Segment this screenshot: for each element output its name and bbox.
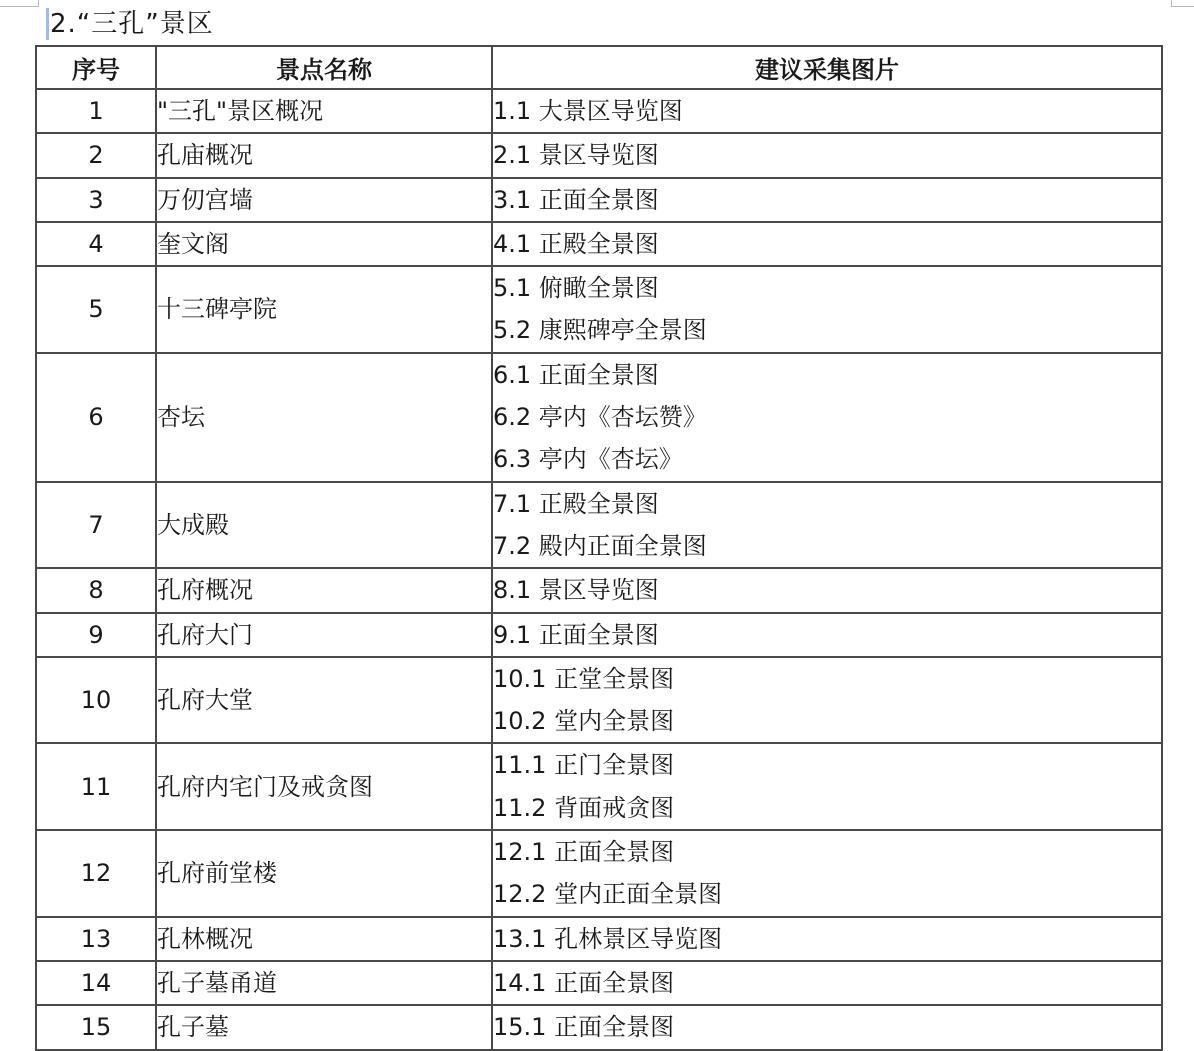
text-cursor — [46, 8, 49, 40]
suggested-photos-cell[interactable] — [492, 266, 1162, 353]
suggested-photos-cell[interactable] — [492, 133, 1162, 177]
row-number[interactable]: 1 — [36, 89, 156, 133]
suggested-photos-cell[interactable] — [492, 1005, 1162, 1049]
spot-name[interactable]: 孔庙概况 — [156, 133, 492, 177]
header-spot-name[interactable]: 景点名称 — [156, 46, 492, 89]
table-body — [36, 89, 1162, 1050]
row-number[interactable]: 5 — [36, 266, 156, 353]
suggested-photo-item: 2.1 景区导览图 — [493, 141, 659, 170]
suggested-photo-item: 10.2 堂内全景图 — [493, 707, 675, 736]
suggested-photo-item: 4.1 正殿全景图 — [493, 229, 659, 258]
table-row — [36, 222, 1162, 266]
spot-name[interactable]: "三孔"景区概况 — [156, 89, 492, 133]
suggested-photo-item: 3.1 正面全景图 — [493, 185, 659, 214]
spot-name[interactable]: 大成殿 — [156, 482, 492, 569]
suggested-photos-cell[interactable] — [492, 613, 1162, 657]
suggested-photo-item: 6.3 亭内《杏坛》 — [493, 445, 683, 474]
spot-name[interactable]: 孔府内宅门及戒贪图 — [156, 743, 492, 830]
suggested-photos-cell[interactable] — [492, 568, 1162, 612]
suggested-photos-cell[interactable] — [492, 353, 1162, 482]
table-header-row — [36, 46, 1162, 89]
spot-name[interactable]: 孔林概况 — [156, 917, 492, 961]
table-row — [36, 178, 1162, 222]
suggested-photos-cell[interactable] — [492, 830, 1162, 917]
spot-name[interactable]: 万仞宫墙 — [156, 178, 492, 222]
row-number[interactable]: 7 — [36, 482, 156, 569]
suggested-photo-item: 15.1 正面全景图 — [493, 1013, 675, 1042]
spot-name[interactable]: 孔子墓 — [156, 1005, 492, 1049]
suggested-photo-item: 10.1 正堂全景图 — [493, 664, 675, 693]
page-corner-mark-right — [1171, 0, 1194, 7]
suggested-photos-cell[interactable] — [492, 482, 1162, 569]
table-row — [36, 266, 1162, 353]
suggested-photo-item: 9.1 正面全景图 — [493, 620, 659, 649]
table-row — [36, 917, 1162, 961]
row-number[interactable]: 15 — [36, 1005, 156, 1049]
scenic-spots-table — [35, 45, 1163, 1051]
table-header — [36, 46, 1162, 89]
spot-name[interactable]: 孔府大门 — [156, 613, 492, 657]
table-row — [36, 482, 1162, 569]
suggested-photo-item: 6.1 正面全景图 — [493, 360, 659, 389]
table-row — [36, 353, 1162, 482]
row-number[interactable]: 3 — [36, 178, 156, 222]
suggested-photo-item: 7.1 正殿全景图 — [493, 489, 659, 518]
spot-name[interactable]: 孔府前堂楼 — [156, 830, 492, 917]
suggested-photo-item: 7.2 殿内正面全景图 — [493, 531, 707, 560]
suggested-photos-cell[interactable] — [492, 89, 1162, 133]
spot-name[interactable]: 孔子墓甬道 — [156, 961, 492, 1005]
row-number[interactable]: 2 — [36, 133, 156, 177]
suggested-photos-cell[interactable] — [492, 657, 1162, 744]
row-number[interactable]: 14 — [36, 961, 156, 1005]
suggested-photo-item: 5.2 康熙碑亭全景图 — [493, 316, 707, 345]
header-number[interactable]: 序号 — [36, 46, 156, 89]
suggested-photo-item: 14.1 正面全景图 — [493, 968, 675, 997]
suggested-photo-item: 5.1 俯瞰全景图 — [493, 274, 659, 303]
suggested-photo-item: 13.1 孔林景区导览图 — [493, 924, 723, 953]
row-number[interactable]: 9 — [36, 613, 156, 657]
suggested-photo-item: 11.1 正门全景图 — [493, 751, 675, 780]
page-corner-mark-left — [0, 0, 39, 7]
table-row — [36, 568, 1162, 612]
table-row — [36, 961, 1162, 1005]
row-number[interactable]: 4 — [36, 222, 156, 266]
section-heading[interactable]: 2.“三孔”景区 — [50, 9, 214, 39]
header-suggested-photos[interactable]: 建议采集图片 — [492, 46, 1162, 89]
suggested-photo-item: 11.2 背面戒贪图 — [493, 793, 675, 822]
suggested-photo-item: 8.1 景区导览图 — [493, 576, 659, 605]
row-number[interactable]: 6 — [36, 353, 156, 482]
row-number[interactable]: 10 — [36, 657, 156, 744]
suggested-photos-cell[interactable] — [492, 917, 1162, 961]
spot-name[interactable]: 杏坛 — [156, 353, 492, 482]
suggested-photos-cell[interactable] — [492, 961, 1162, 1005]
row-number[interactable]: 11 — [36, 743, 156, 830]
suggested-photo-item: 6.2 亭内《杏坛赞》 — [493, 403, 707, 432]
table-row — [36, 657, 1162, 744]
spot-name[interactable]: 孔府大堂 — [156, 657, 492, 744]
table-row — [36, 830, 1162, 917]
table-row — [36, 743, 1162, 830]
row-number[interactable]: 8 — [36, 568, 156, 612]
table-row — [36, 1005, 1162, 1049]
row-number[interactable]: 13 — [36, 917, 156, 961]
suggested-photos-cell[interactable] — [492, 178, 1162, 222]
row-number[interactable]: 12 — [36, 830, 156, 917]
table-row — [36, 613, 1162, 657]
suggested-photo-item: 12.1 正面全景图 — [493, 838, 675, 867]
suggested-photo-item: 12.2 堂内正面全景图 — [493, 880, 723, 909]
spot-name[interactable]: 奎文阁 — [156, 222, 492, 266]
suggested-photos-cell[interactable] — [492, 743, 1162, 830]
suggested-photo-item: 1.1 大景区导览图 — [493, 97, 683, 125]
table-row — [36, 133, 1162, 177]
spot-name[interactable]: 孔府概况 — [156, 568, 492, 612]
spot-name[interactable]: 十三碑亭院 — [156, 266, 492, 353]
table-row — [36, 89, 1162, 133]
suggested-photos-cell[interactable] — [492, 222, 1162, 266]
